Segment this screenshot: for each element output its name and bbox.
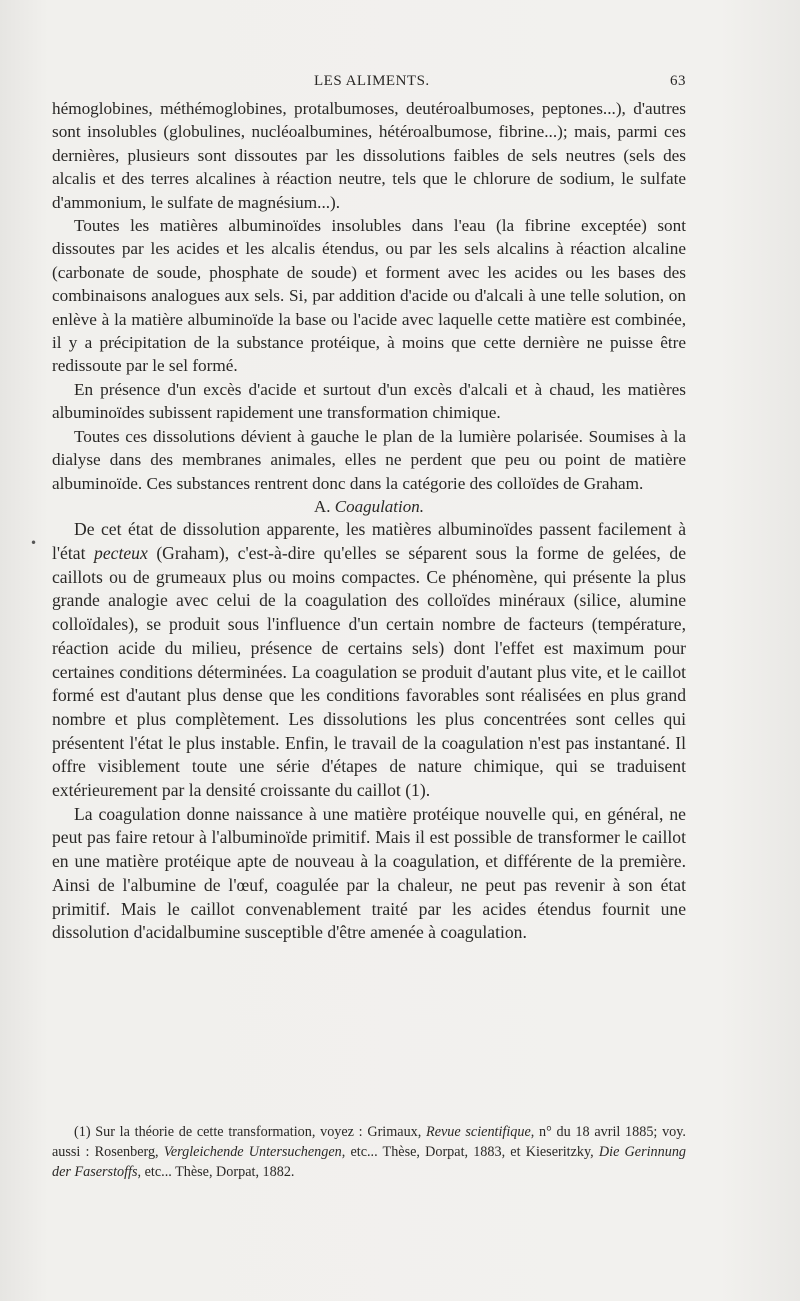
section-letter: A. (313, 496, 331, 516)
margin-mark: • (30, 536, 38, 550)
italic-title: Vergleichende Untersuchengen (163, 1144, 342, 1160)
text-run: , etc... Thèse, Dorpat, 1882. (137, 1164, 295, 1180)
section-body (52, 518, 686, 945)
paragraph (52, 518, 686, 802)
paragraph: La coagulation donne naissance à une matière protéique nouvelle qui, en général, ne peut pas faire retour à l'albuminoïde primitif. Mais il est possible de transformer le caillot en une matière protéique apte de nouveau à la coagulation, et différente de la première. Ainsi de l'albumine de l'œuf, coagulée par la chaleur, ne peut pas revenir à son état primitif. Mais le caillot convenablement traité par les acides étendus fournit une dissolution d'acidalbumine susceptible d'être amenée à coagulation. (52, 803, 686, 943)
paragraph: Toutes les matières albuminoïdes insolubles dans l'eau (la fibrine exceptée) sont dissoutes par les acides et les alcalis étendus, ou par les sels alcalins à réaction alcaline (carbonate de soude, phosphate de soude) et forment avec les acides ou les bases des combinaisons analogues aux sels. Si, par addition d'acide ou d'alcali à une telle solution, on enlève à la matière albuminoïde la base ou l'acide avec laquelle cette matière est combinée, il y a précipitation de la substance protéique, à moins que cette dernière ne puisse être redissoute par le sel formé. (52, 216, 686, 376)
main-text (52, 97, 686, 945)
italic-term: pecteux (94, 543, 148, 564)
paragraph-continued: hémoglobines, méthémoglobines, protalbumoses, deutéroalbumoses, peptones...), d'autres sont insolubles (globulines, nucléoalbumines, hétéroalbumose, fibrine...); mais, parmi ces dernières, plusieurs sont dissoutes par les dissolutions faibles de sels neutres (sels des alcalis et des terres alcalines à réaction neutre, tels que le chlorure de sodium, le sulfate d'ammonium, le sulfate de magnésium...). (52, 99, 686, 212)
footnote-text (52, 1122, 686, 1182)
text-run: , n° du 18 avril 1885; voy. aussi : Rosenberg, (52, 1124, 686, 1160)
italic-title: Die Gerinnung der Faserstoffs (52, 1144, 687, 1180)
italic-title: Revue scientifique (426, 1124, 531, 1140)
footnote (52, 1122, 686, 1182)
paragraph: En présence d'un excès d'acide et surtout d'un excès d'alcali et à chaud, les matières albuminoïdes subissent rapidement une transformation chimique. (52, 379, 686, 423)
section-heading (52, 495, 686, 518)
text-run: (1) Sur la théorie de cette transformation, voyez : Grimaux, (74, 1124, 427, 1140)
page-number: 63 (670, 73, 686, 89)
running-title: LES ALIMENTS. (314, 73, 430, 89)
running-header (52, 73, 686, 97)
text-run: , etc... Thèse, Dorpat, 1883, et Kieseritzky, (341, 1144, 599, 1160)
text-run: (Graham), c'est-à-dire qu'elles se séparent sous la forme de gelées, de caillots ou de grumeaux plus ou moins compactes. Ce phénomène, qui présente la plus grande analogie avec celui de la coagulation des colloïdes minéraux (silice, alumine colloïdales), se produit sous l'influence d'un certain nombre de facteurs (température, réaction acide du milieu, présence de certains sels) dont l'effet est maximum pour certaines conditions déterminées. La coagulation se produit d'autant plus vite, et le caillot formé est d'autant plus dense que les conditions favorables sont réalisées en plus grand nombre et plus complètement. Les dissolutions les plus concentrées sont celles qui présentent l'état le plus instable. Enfin, le travail de la coagulation n'est pas instantané. Il offre visiblement toute une série d'étapes de nature chimique, qui se traduisent extérieurement par la densité croissante du caillot (1). (52, 543, 686, 801)
text-run: De cet état de dissolution apparente, les matières albuminoïdes passent facilement à l'état (52, 519, 686, 564)
section-name: Coagulation. (334, 496, 425, 516)
paragraph: Toutes ces dissolutions dévient à gauche le plan de la lumière polarisée. Soumises à la dialyse dans des membranes animales, elles ne perdent que peu ou point de matière albuminoïde. Ces substances rentrent donc dans la catégorie des colloïdes de Graham. (52, 426, 686, 493)
